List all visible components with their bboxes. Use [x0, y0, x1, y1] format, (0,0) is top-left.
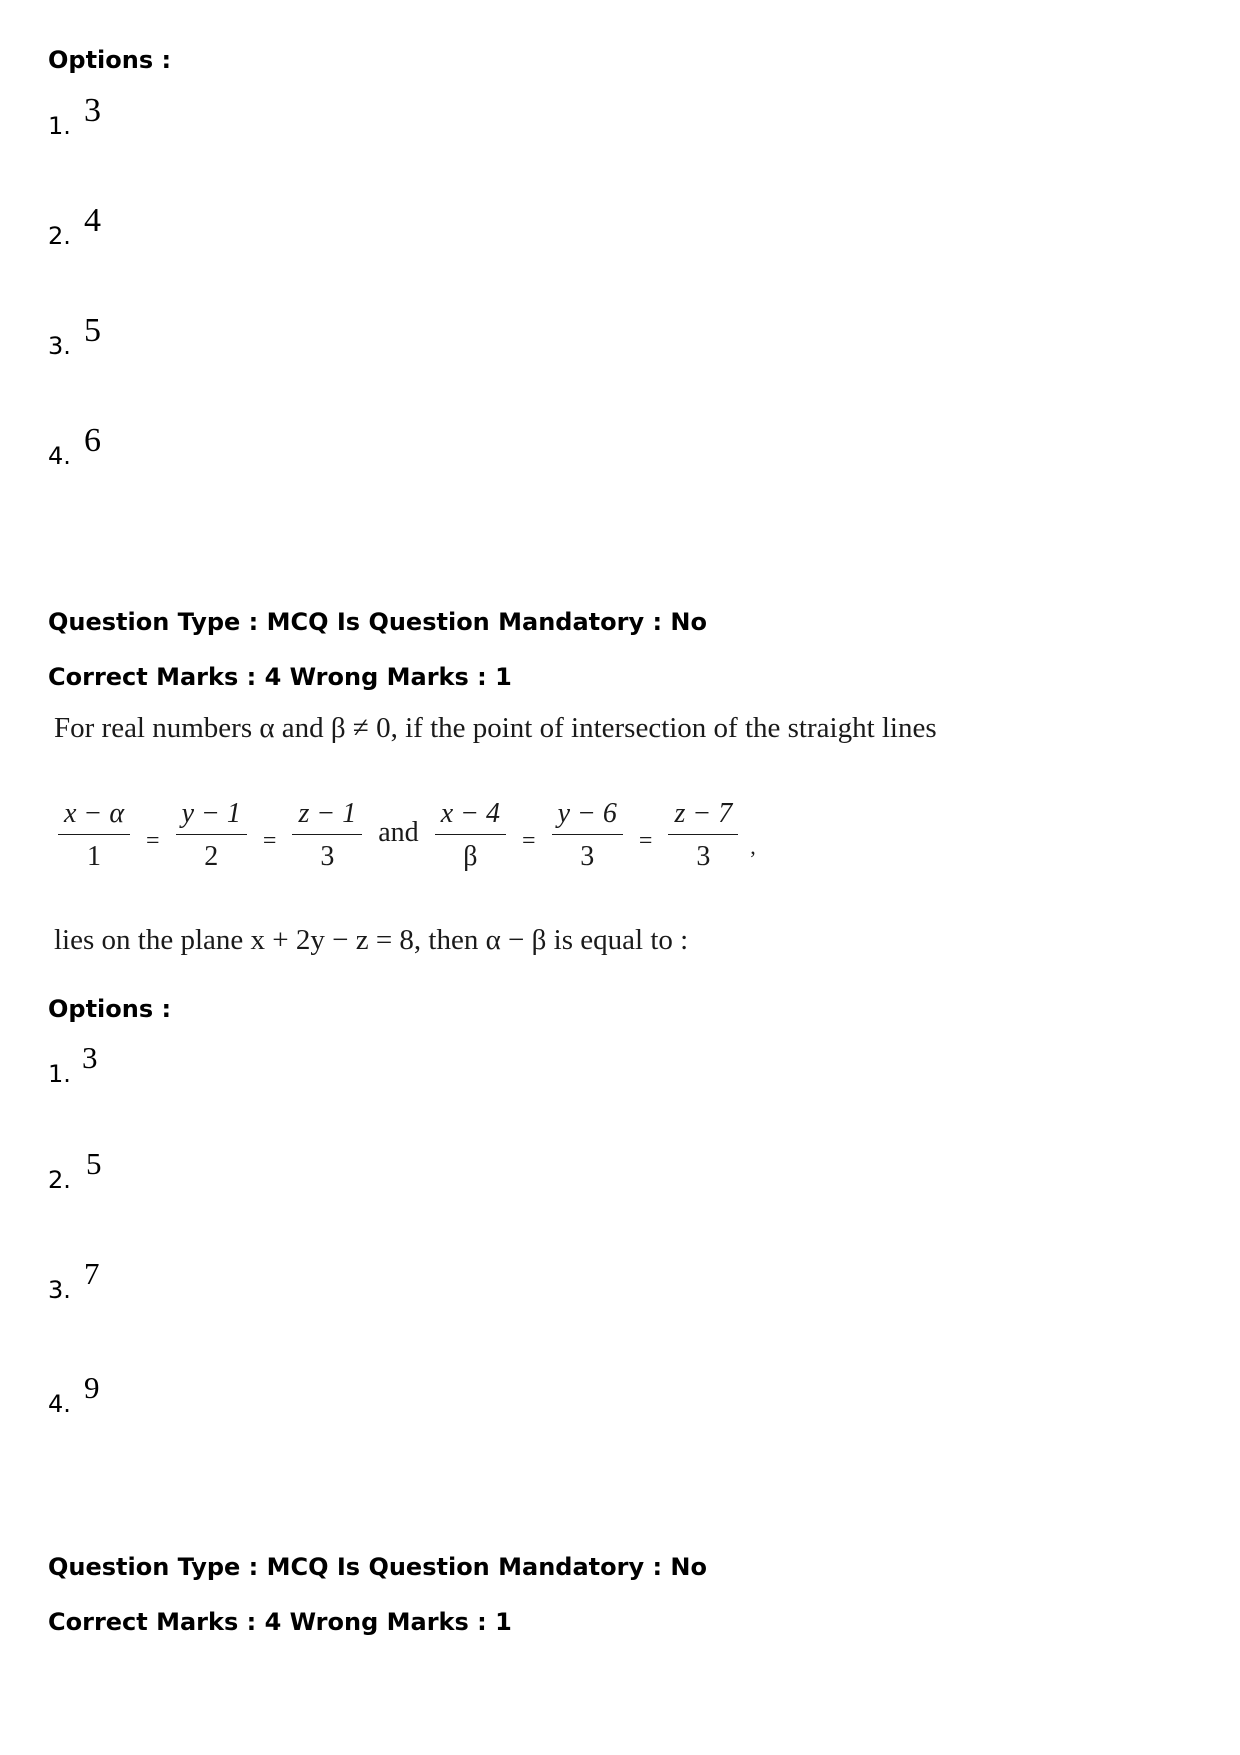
fraction-denominator: 3 [320, 840, 335, 872]
question-type-line: Question Type : MCQ Is Question Mandatory : No [48, 608, 707, 636]
fraction [292, 798, 362, 873]
option-number: 1. [48, 1060, 71, 1088]
fraction [176, 798, 247, 873]
question-stem-line2: lies on the plane x + 2y − z = 8, then α − β is equal to : [54, 924, 689, 956]
option-value: 6 [84, 422, 101, 459]
option-number: 2. [48, 1166, 71, 1194]
marks-line: Correct Marks : 4 Wrong Marks : 1 [48, 663, 512, 691]
fraction-numerator: x − α [58, 798, 130, 835]
option-value: 3 [84, 92, 101, 129]
options-label: Options : [48, 46, 172, 74]
equals-sign: = [262, 827, 277, 854]
and-connector: and [378, 817, 419, 848]
fraction-numerator: z − 7 [668, 798, 738, 835]
fraction [58, 798, 130, 873]
trailing-comma: , [750, 834, 756, 859]
fraction [435, 798, 506, 873]
options-label: Options : [48, 995, 172, 1023]
fraction [668, 798, 738, 873]
question-type-line: Question Type : MCQ Is Question Mandatory : No [48, 1553, 707, 1581]
equals-sign: = [146, 827, 160, 854]
option-number: 4. [48, 442, 71, 470]
option-number: 1. [48, 112, 71, 140]
fraction-denominator: 1 [87, 840, 102, 872]
question-stem-line1: For real numbers α and β ≠ 0, if the point of intersection of the straight lines [54, 712, 937, 744]
fraction-denominator: β [463, 840, 478, 872]
fraction-denominator: 3 [580, 840, 595, 872]
option-value: 5 [86, 1146, 102, 1181]
option-value: 7 [84, 1256, 100, 1291]
fraction-denominator: 2 [204, 840, 219, 872]
option-number: 4. [48, 1390, 71, 1418]
option-number: 3. [48, 1276, 71, 1304]
option-value: 9 [84, 1370, 100, 1405]
option-number: 2. [48, 222, 71, 250]
option-value: 3 [82, 1040, 98, 1075]
option-number: 3. [48, 332, 71, 360]
line-equations [54, 795, 756, 875]
option-value: 5 [84, 312, 101, 349]
fraction-numerator: x − 4 [435, 798, 506, 835]
fraction-denominator: 3 [696, 840, 711, 872]
fraction-numerator: y − 1 [176, 798, 247, 835]
fraction-numerator: y − 6 [552, 798, 623, 835]
equals-sign: = [638, 827, 653, 854]
fraction [552, 798, 623, 873]
option-value: 4 [84, 202, 101, 239]
equals-sign: = [522, 827, 536, 854]
marks-line: Correct Marks : 4 Wrong Marks : 1 [48, 1608, 512, 1636]
fraction-numerator: z − 1 [292, 798, 362, 835]
